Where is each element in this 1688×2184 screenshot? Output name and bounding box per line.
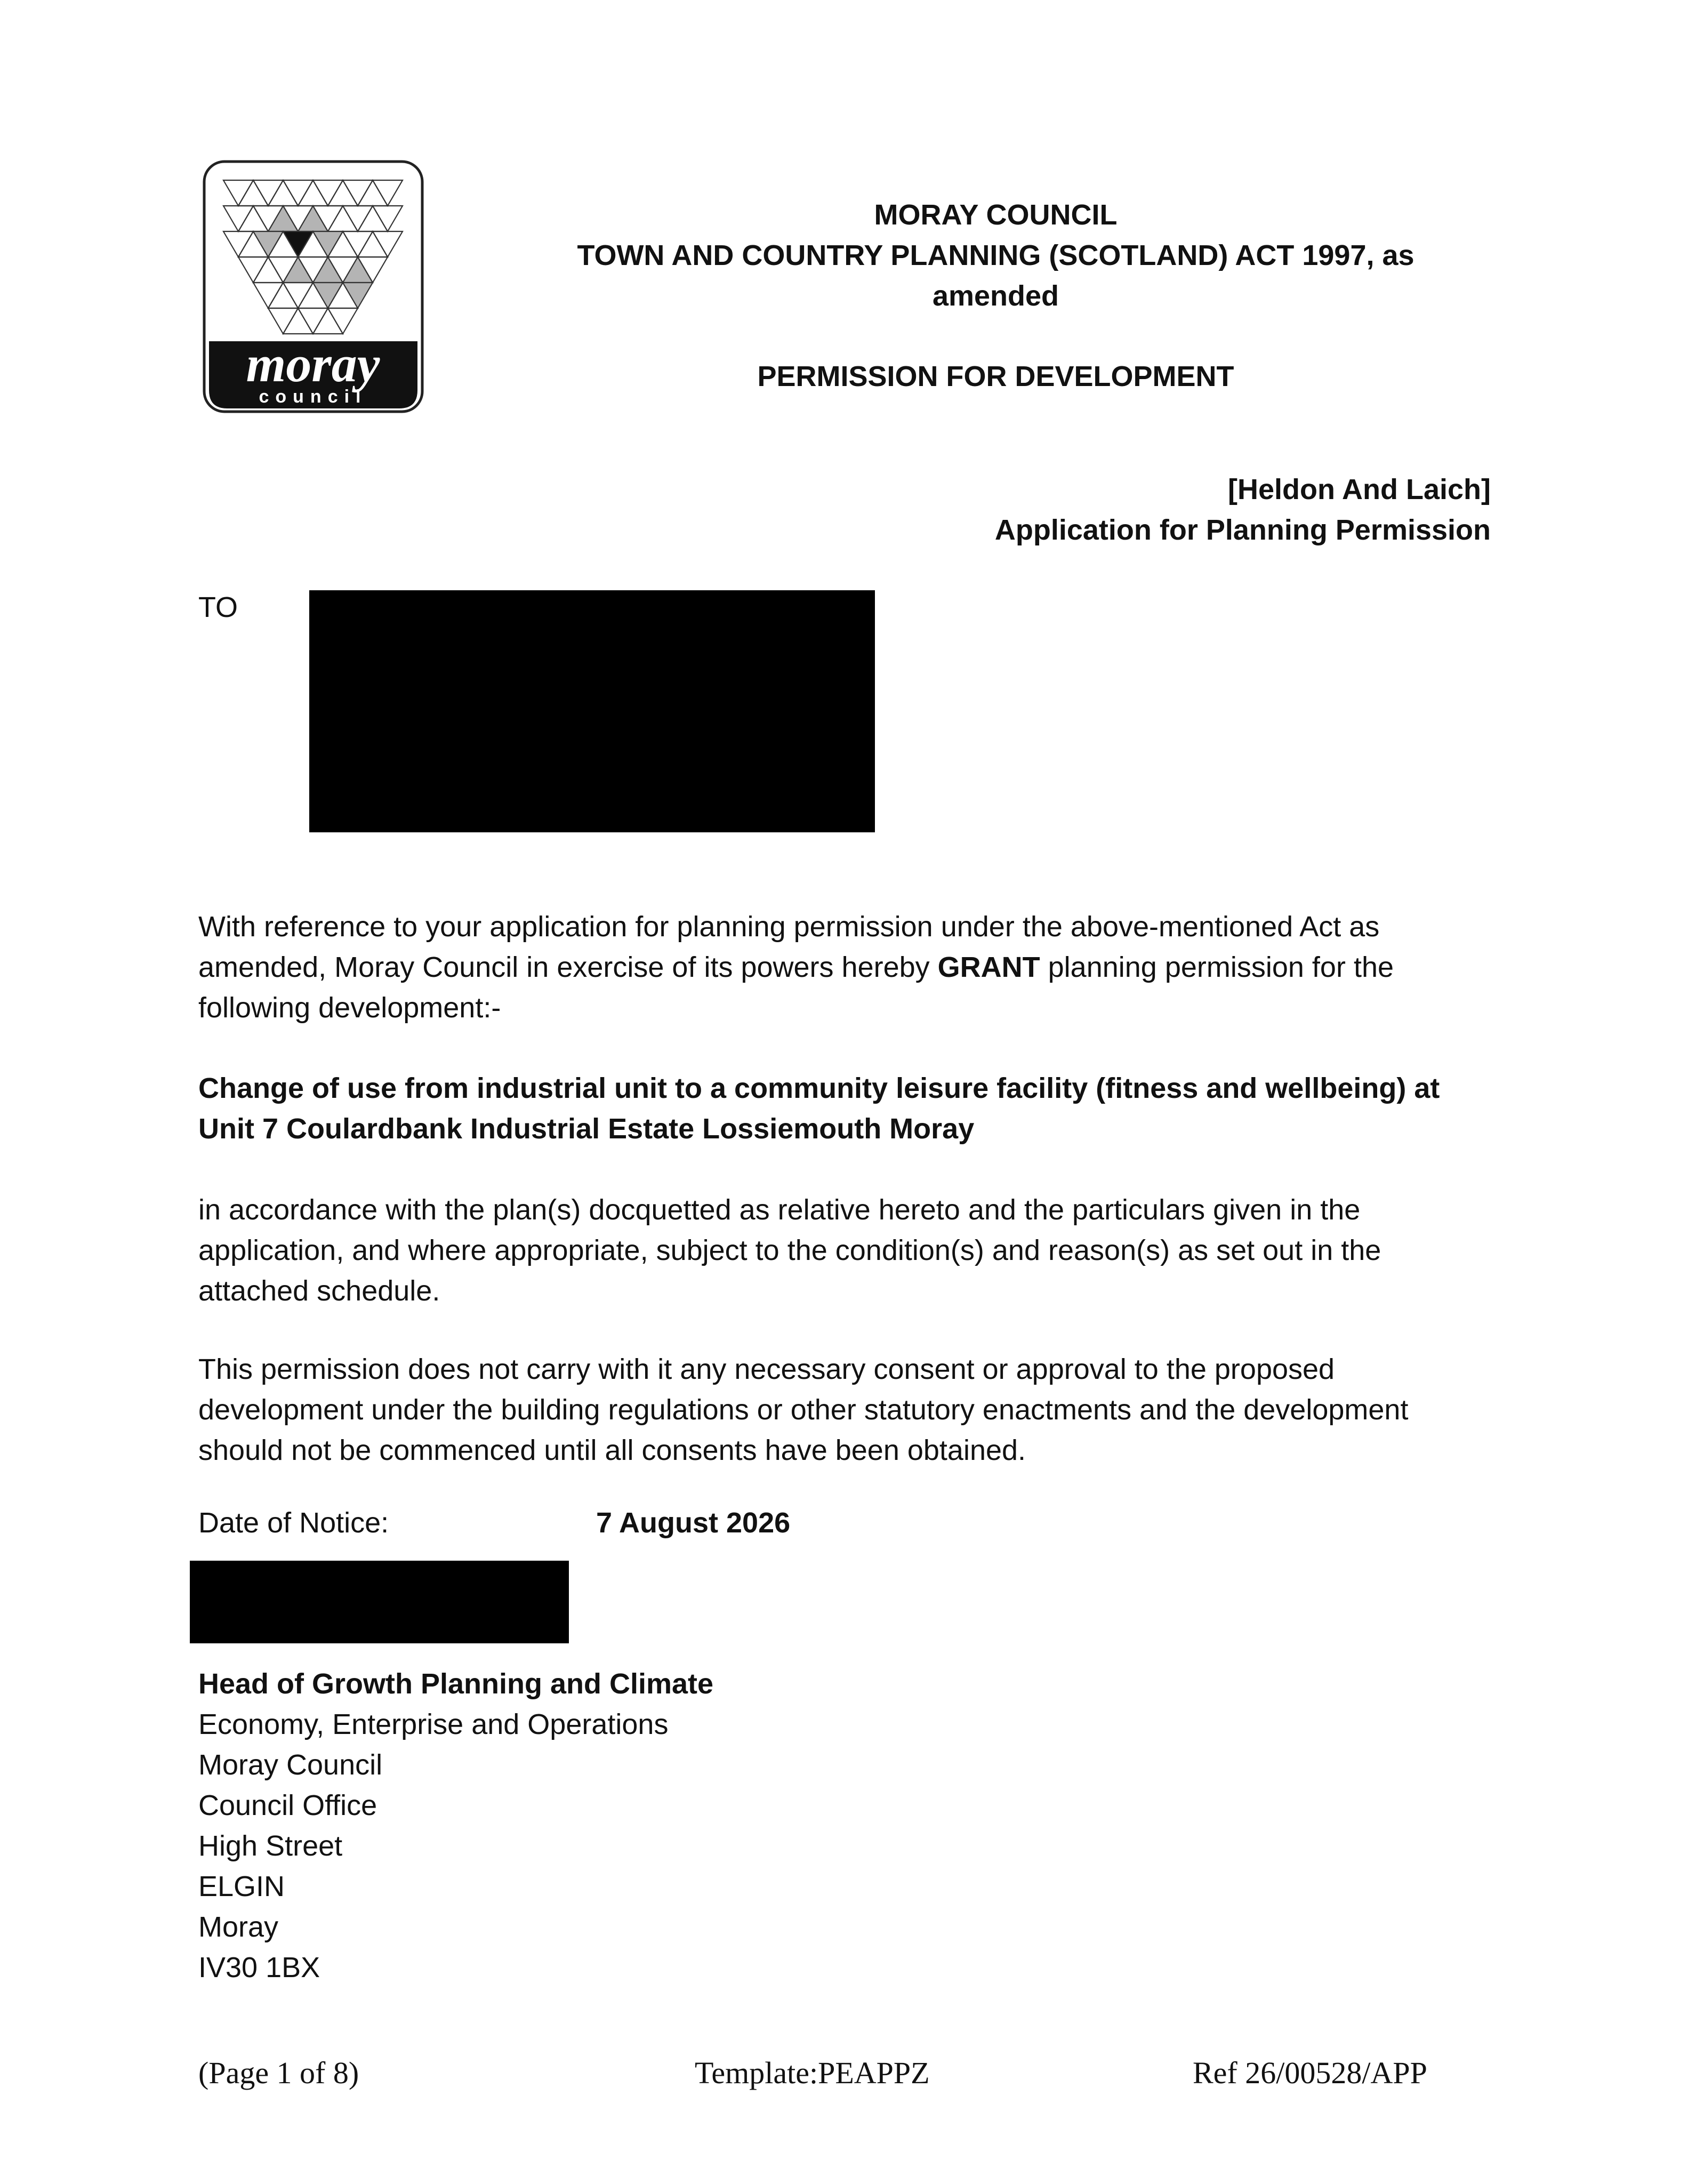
to-label: TO <box>198 591 238 623</box>
page-number: (Page 1 of 8) <box>198 2055 359 2090</box>
address-line: ELGIN <box>198 1870 285 1902</box>
application-type: Application for Planning Permission <box>994 514 1491 546</box>
svg-text:council: council <box>259 387 367 407</box>
intro-paragraph <box>198 906 1494 1028</box>
grant-keyword: GRANT <box>937 951 1040 983</box>
document-title: PERMISSION FOR DEVELOPMENT <box>757 360 1234 392</box>
consent-paragraph: This permission does not carry with it any necessary consent or approval to the proposed development under the building regulations or other statutory enactments and the development should not be commenced until all consents have been obtained. <box>198 1353 1409 1466</box>
intro-text-start: With reference to your application for planning permission under the above-mentioned Act as amended, Moray Council in exercise of its powers hereby <box>198 911 1380 983</box>
act-title-line: TOWN AND COUNTRY PLANNING (SCOTLAND) ACT 1997, as <box>577 239 1414 271</box>
address-line: Moray Council <box>198 1749 383 1781</box>
development-description: Change of use from industrial unit to a community leisure facility (fitness and wellbeing) at Unit 7 Coulardbank Industrial Estate Lossiemouth Moray <box>198 1072 1440 1145</box>
address-line: High Street <box>198 1830 343 1862</box>
redacted-signature <box>190 1561 569 1643</box>
accordance-paragraph: in accordance with the plan(s) docquetted as relative hereto and the particulars given in the application, and where appropriate, subject to the condition(s) and reason(s) as set out in the attached schedule. <box>198 1194 1381 1307</box>
date-of-notice-label: Date of Notice: <box>198 1507 389 1539</box>
address-line: Economy, Enterprise and Operations <box>198 1708 669 1740</box>
ward-name: [Heldon And Laich] <box>1228 473 1491 505</box>
address-line: Moray <box>198 1911 279 1943</box>
address-line: Council Office <box>198 1789 377 1821</box>
intro-text-end: planning permission for the following development:- <box>198 951 1394 1024</box>
act-title-line-2: amended <box>932 280 1059 312</box>
redacted-recipient-address <box>309 590 875 832</box>
date-of-notice-value: 7 August 2026 <box>596 1507 791 1539</box>
template-code: Template:PEAPPZ <box>695 2055 930 2090</box>
moray-council-logo <box>203 160 424 413</box>
svg-text:moray: moray <box>246 335 380 392</box>
signatory-address <box>198 1704 668 1988</box>
reference-number: Ref 26/00528/APP <box>1193 2055 1427 2090</box>
address-line: IV30 1BX <box>198 1952 320 1984</box>
signatory-title: Head of Growth Planning and Climate <box>198 1668 714 1700</box>
council-name: MORAY COUNCIL <box>874 199 1118 231</box>
